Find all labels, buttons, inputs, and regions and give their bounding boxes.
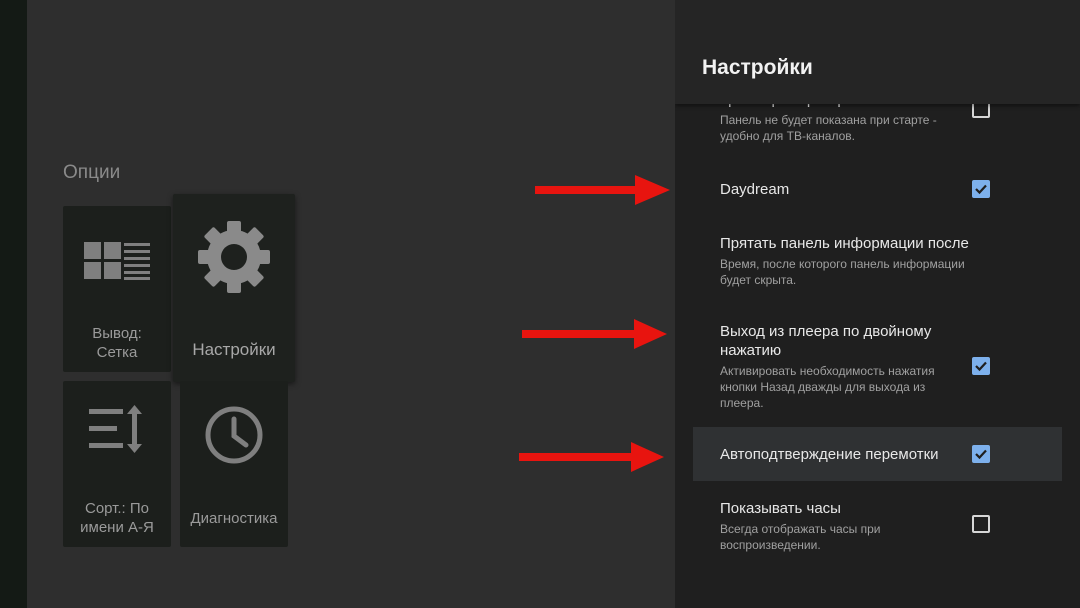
check-icon [973,446,989,462]
setting-subtitle: Активировать необходимость нажатия кнопки Назад дважды для выхода из плеера. [720,364,935,410]
setting-row-seek-autoconfirm[interactable] [693,427,1062,481]
setting-title: Daydream [720,181,790,198]
check-icon [973,358,989,374]
diagnostics-tile[interactable] [180,381,288,547]
setting-checkbox[interactable] [972,445,990,463]
setting-checkbox[interactable] [972,180,990,198]
settings-header [675,0,1080,104]
settings-panel [675,0,1080,608]
diagnostics-tile-label: Диагностика [190,510,278,527]
setting-checkbox[interactable] [972,357,990,375]
red-arrow-icon [522,319,667,349]
settings-tile[interactable] [173,194,295,382]
setting-row-show-clock[interactable] [693,499,1062,559]
options-title: Опции [63,162,121,183]
sort-icon [63,405,171,453]
setting-row-daydream[interactable] [693,170,1062,208]
sort-tile[interactable] [63,381,171,547]
sort-tile-label: Сорт.: По имени А-Я [80,500,154,536]
setting-row-hide-info-panel[interactable] [693,234,1062,294]
setting-row-double-press-exit[interactable] [693,322,1062,414]
settings-tile-label: Настройки [192,340,276,359]
settings-title: Настройки [702,56,813,79]
setting-checkbox[interactable] [972,515,990,533]
red-arrow-icon [519,442,664,472]
setting-subtitle: Всегда отображать часы при воспроизведении. [720,522,881,552]
setting-title: Выход из плеера по двойному нажатию [720,323,932,359]
left-edge-strip [0,0,27,608]
clock-icon [180,405,288,465]
gear-icon [173,220,295,294]
output-grid-tile[interactable] [63,206,171,372]
check-icon [973,181,989,197]
output-grid-label: Вывод: Сетка [92,325,142,361]
setting-title: Прятать панель информации после [720,235,969,252]
setting-subtitle: Панель не будет показана при старте - удобно для ТВ-каналов. [720,113,937,143]
grid-list-icon [63,242,171,282]
setting-title: Показывать часы [720,500,841,517]
setting-title: Автоподтверждение перемотки [720,446,939,463]
red-arrow-icon [535,175,670,205]
setting-subtitle: Время, после которого панель информации будет скрыта. [720,257,965,287]
